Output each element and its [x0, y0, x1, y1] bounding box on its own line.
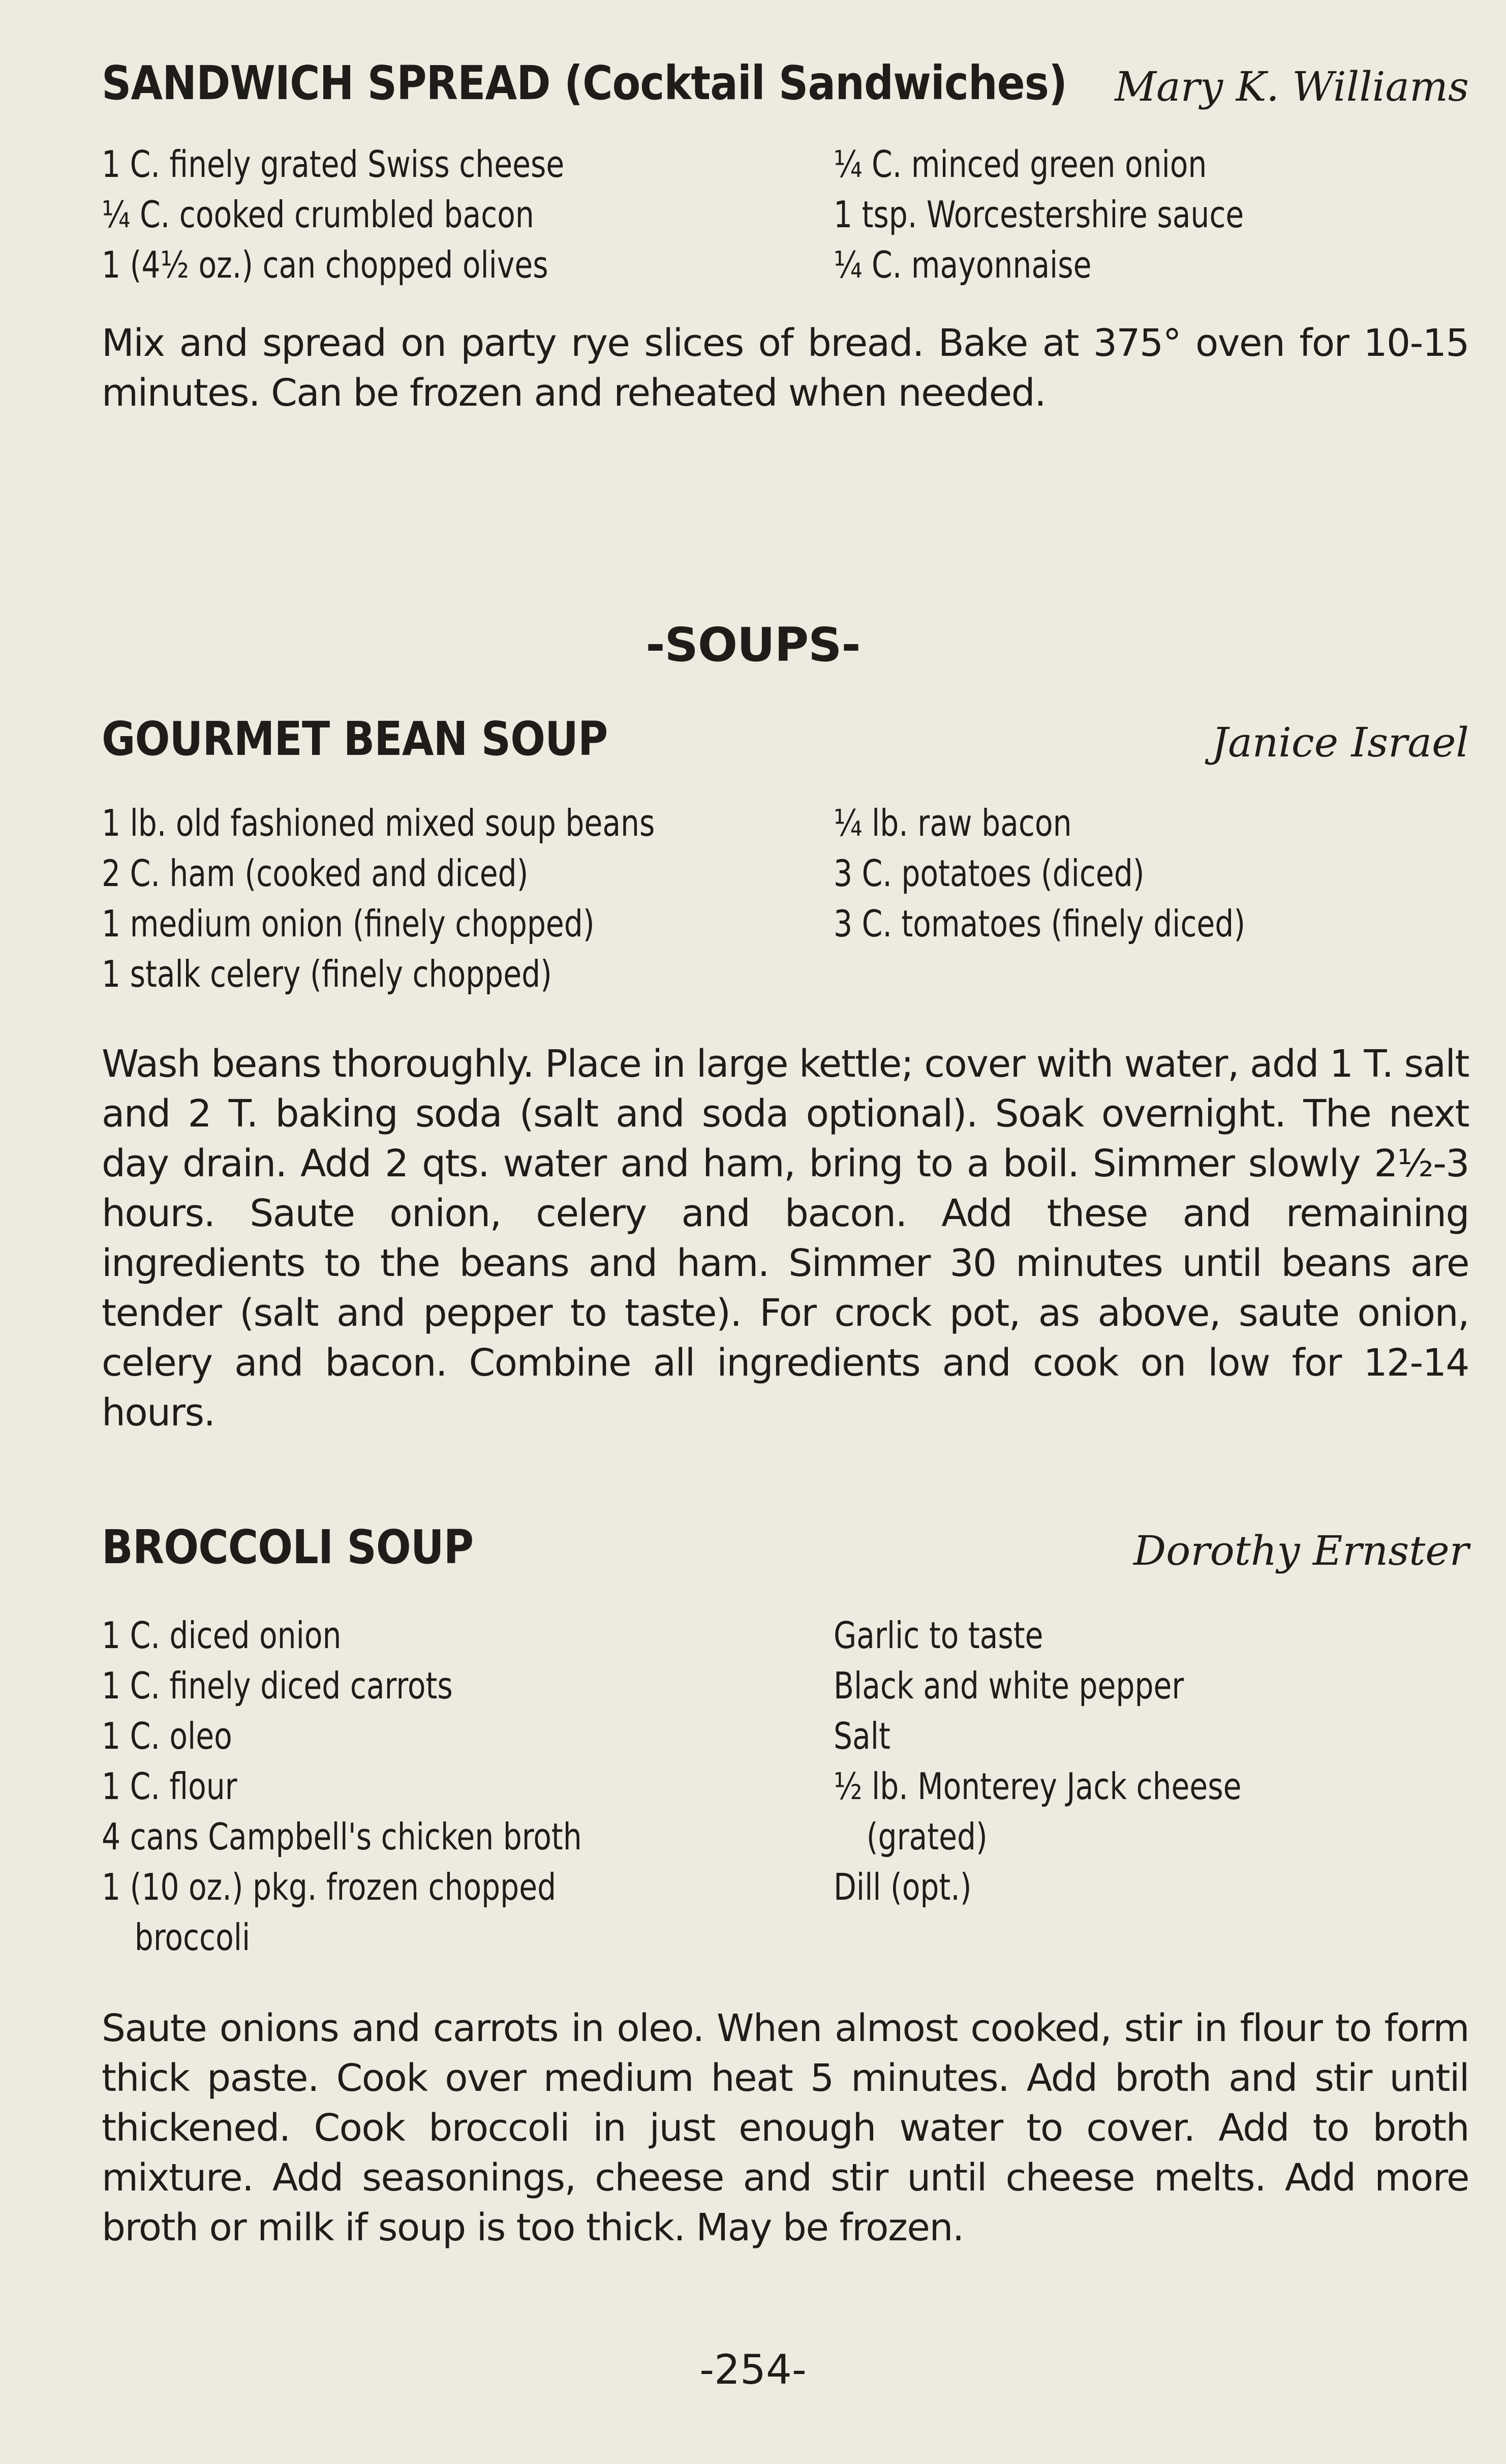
recipe-broccoli-soup — [102, 1520, 1469, 2253]
ingredient: (grated) — [866, 1815, 988, 1858]
ingredient: ¼ C. mayonnaise — [834, 244, 1092, 286]
ingredient: 1 C. finely grated Swiss cheese — [102, 143, 565, 186]
ingredient: 1 C. flour — [102, 1765, 237, 1808]
recipe-title: BROCCOLI SOUP — [102, 1520, 474, 1574]
recipe-header — [102, 712, 1469, 788]
recipe-header — [102, 1520, 1469, 1596]
recipe-sandwich-spread — [102, 56, 1469, 418]
recipe-author: Dorothy Ernster — [1133, 1527, 1469, 1574]
ingredients-list — [102, 139, 1469, 290]
ingredient: 1 lb. old fashioned mixed soup beans — [102, 802, 655, 844]
ingredients-column-right — [834, 139, 1469, 290]
recipe-author: Janice Israel — [1212, 719, 1469, 766]
ingredient: Dill (opt.) — [834, 1866, 972, 1908]
ingredient: 1 C. oleo — [102, 1715, 232, 1757]
recipe-header — [102, 56, 1469, 132]
page-number: -254- — [699, 2346, 807, 2393]
ingredient: Salt — [834, 1715, 890, 1757]
recipe-gourmet-bean-soup — [102, 712, 1469, 1438]
recipe-title: SANDWICH SPREAD (Cocktail Sandwiches) — [102, 56, 1067, 110]
ingredient: ¼ C. minced green onion — [834, 143, 1207, 186]
recipe-author: Mary K. Williams — [1115, 63, 1469, 110]
ingredient: 2 C. ham (cooked and diced) — [102, 852, 529, 895]
recipe-directions: Wash beans thoroughly. Place in large kettle; cover with water, add 1 T. salt and 2 T. baking soda (salt and soda optional). Soak overnight. The next day drain. Add 2 qts. water and ham, bring to a boil. Simmer slowly 2½-3 hours. Saute onion, celery and bacon. Add these and remaining ingredients to the beans and ham. Simmer 30 minutes until beans are tender (salt and pepper to taste). For crock pot, as above, saute onion, celery and bacon. Combine all ingredients and cook on low for 12-14 hours. — [102, 1042, 1469, 1435]
ingredients-column-left — [102, 1610, 834, 1963]
ingredient: ¼ C. cooked crumbled bacon — [102, 193, 534, 236]
ingredient: Garlic to taste — [834, 1614, 1043, 1657]
ingredient: 3 C. potatoes (diced) — [834, 852, 1145, 895]
ingredient: 1 (10 oz.) pkg. frozen chopped — [102, 1866, 557, 1908]
recipe-directions: Saute onions and carrots in oleo. When almost cooked, stir in flour to form thick paste. Cook over medium heat 5 minutes. Add broth and stir until thickened. Cook broccoli in just enough water to cover. Add to broth mixture. Add seasonings, cheese and stir until cheese melts. Add more broth or milk if soup is too thick. May be frozen. — [102, 2006, 1469, 2249]
recipe-directions: Mix and spread on party rye slices of bread. Bake at 375° oven for 10-15 minutes. Can be frozen and reheated when needed. — [102, 321, 1469, 415]
ingredients-column-left — [102, 139, 834, 290]
ingredient: 4 cans Campbell's chicken broth — [102, 1815, 582, 1858]
ingredients-column-right — [834, 798, 1469, 999]
ingredient: 1 tsp. Worcestershire sauce — [834, 193, 1244, 236]
ingredients-list — [102, 798, 1469, 999]
ingredient: 1 stalk celery (finely chopped) — [102, 953, 552, 995]
ingredient: 1 (4½ oz.) can chopped olives — [102, 244, 548, 286]
ingredients-list — [102, 1610, 1469, 1963]
ingredient: ¼ lb. raw bacon — [834, 802, 1072, 844]
ingredient: 1 C. diced onion — [102, 1614, 342, 1657]
ingredient: 3 C. tomatoes (finely diced) — [834, 902, 1246, 945]
ingredient: 1 C. finely diced carrots — [102, 1664, 453, 1707]
ingredient: broccoli — [134, 1916, 251, 1959]
ingredients-column-right — [834, 1610, 1469, 1963]
ingredients-column-left — [102, 798, 834, 999]
section-heading: -SOUPS- — [646, 618, 860, 672]
ingredient: 1 medium onion (finely chopped) — [102, 902, 595, 945]
ingredient: Black and white pepper — [834, 1664, 1184, 1707]
ingredient: ½ lb. Monterey Jack cheese — [834, 1765, 1242, 1808]
recipe-title: GOURMET BEAN SOUP — [102, 712, 608, 766]
